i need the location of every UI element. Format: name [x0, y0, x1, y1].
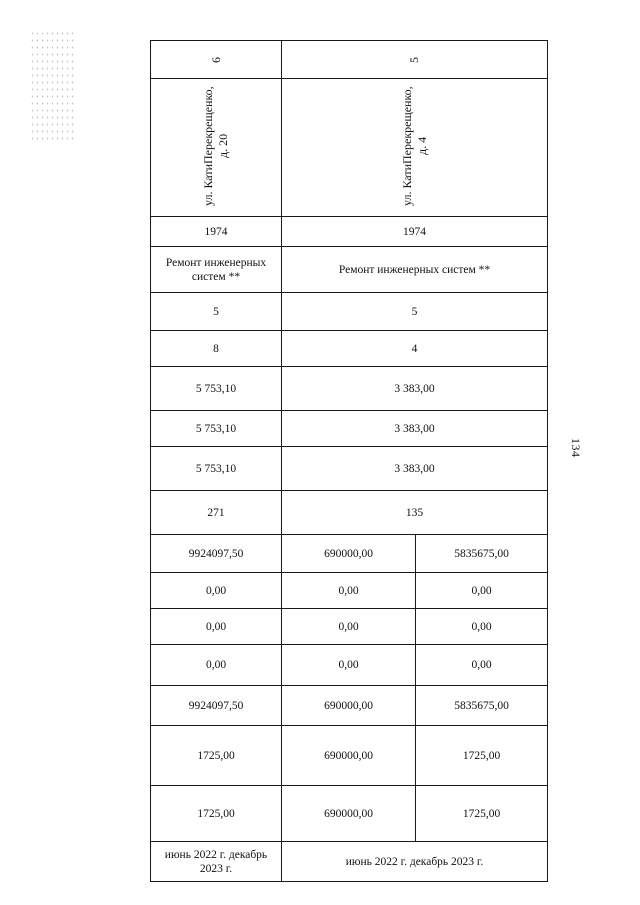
table-cell	[151, 491, 282, 535]
table-cell	[151, 786, 282, 842]
table-row	[151, 726, 548, 786]
table-row	[151, 367, 548, 411]
address-line: Перекрещенко, д. 4	[399, 85, 429, 164]
cell-value: 5 753,10	[195, 422, 237, 435]
cell-value: 1725,00	[197, 749, 235, 762]
cell-value: 0,00	[471, 620, 492, 633]
table-body	[151, 41, 548, 882]
table-cell	[282, 491, 548, 535]
cell-value: 690000,00	[324, 699, 373, 712]
table-cell	[151, 331, 282, 367]
table-cell	[282, 573, 416, 609]
cell-value: 0,00	[338, 584, 359, 597]
table-cell	[282, 645, 416, 686]
address-text	[201, 81, 231, 211]
cell-value: 8	[213, 342, 219, 355]
cell-value: 5835675,00	[454, 699, 509, 712]
cell-value: 5 753,10	[195, 382, 237, 395]
table-cell	[416, 609, 548, 645]
table-cell	[151, 535, 282, 573]
cell-value: 271	[207, 506, 225, 519]
cell-value: 135	[405, 506, 424, 519]
cell-value: 1725,00	[197, 807, 235, 820]
table-cell	[416, 573, 548, 609]
table-cell	[282, 293, 548, 331]
table-row	[151, 447, 548, 491]
table-cell	[282, 331, 548, 367]
column-number-cell	[151, 41, 282, 79]
table-cell	[151, 645, 282, 686]
cell-value: 1725,00	[462, 749, 501, 762]
cell-value: июнь 2022 г. декабрь 2023 г.	[345, 855, 484, 868]
cell-value: 0,00	[205, 584, 227, 597]
table-cell	[282, 367, 548, 411]
cell-value: 0,00	[338, 620, 359, 633]
table-cell	[416, 645, 548, 686]
table-cell	[282, 247, 548, 293]
table-row	[151, 79, 548, 217]
table-row	[151, 247, 548, 293]
address-line: ул. Кати	[201, 163, 215, 206]
table-row	[151, 842, 548, 882]
cell-value: 690000,00	[324, 749, 373, 762]
table-row	[151, 573, 548, 609]
table-cell	[151, 447, 282, 491]
table-cell	[282, 535, 416, 573]
cell-value: 3 383,00	[394, 382, 435, 395]
table-cell	[282, 609, 416, 645]
cell-value: 4	[411, 342, 418, 355]
cell-value: 0,00	[471, 659, 492, 671]
table-cell	[282, 842, 548, 882]
table-cell	[151, 293, 282, 331]
address-line: Перекрещенко, д. 20	[201, 85, 230, 164]
address-cell	[151, 79, 282, 217]
column-number: 5	[407, 56, 421, 63]
table-cell	[282, 217, 548, 247]
scan-artifact	[30, 30, 74, 142]
cell-value: Ремонт инженерных систем **	[165, 256, 267, 283]
table-row	[151, 491, 548, 535]
table-row	[151, 786, 548, 842]
cell-value: Ремонт инженерных систем **	[338, 263, 491, 276]
column-number: 6	[208, 56, 223, 63]
table-row	[151, 411, 548, 447]
cell-value: 5835675,00	[454, 547, 509, 560]
table-cell	[416, 535, 548, 573]
table-cell	[151, 367, 282, 411]
address-cell	[282, 79, 548, 217]
table-cell	[282, 726, 416, 786]
table-cell	[151, 726, 282, 786]
cell-value: 1725,00	[462, 807, 501, 820]
data-table	[150, 40, 548, 882]
cell-value: 1974	[204, 225, 228, 238]
table-cell	[416, 686, 548, 726]
table-cell	[416, 726, 548, 786]
cell-value: 0,00	[338, 659, 359, 671]
cell-value: 690000,00	[324, 807, 373, 820]
cell-value: 3 383,00	[394, 462, 435, 475]
table-row	[151, 535, 548, 573]
table-row	[151, 645, 548, 686]
table-row	[151, 217, 548, 247]
cell-value: 690000,00	[324, 547, 373, 560]
table-cell	[151, 842, 282, 882]
cell-value: 5 753,10	[195, 462, 237, 475]
address-line: ул. Кати	[399, 163, 414, 206]
table-cell	[416, 786, 548, 842]
column-number-cell	[282, 41, 548, 79]
cell-value: 5	[213, 305, 219, 318]
table-row	[151, 686, 548, 726]
table-row	[151, 331, 548, 367]
cell-value: 5	[411, 305, 418, 318]
table-cell	[151, 573, 282, 609]
table-cell	[151, 686, 282, 726]
table-row	[151, 41, 548, 79]
table-cell	[282, 411, 548, 447]
table-cell	[151, 247, 282, 293]
table-cell	[151, 411, 282, 447]
cell-value: 9924097,50	[188, 547, 244, 560]
table-row	[151, 609, 548, 645]
table-cell	[282, 786, 416, 842]
address-text	[400, 81, 430, 211]
cell-value: 3 383,00	[394, 422, 435, 435]
cell-value: 9924097,50	[188, 699, 244, 712]
cell-value: 0,00	[471, 584, 492, 597]
table-cell	[151, 217, 282, 247]
table-row	[151, 293, 548, 331]
table-cell	[282, 686, 416, 726]
table-cell	[151, 609, 282, 645]
cell-value: 0,00	[205, 659, 227, 671]
cell-value: июнь 2022 г. декабрь 2023 г.	[164, 848, 268, 875]
page-number: 134	[569, 438, 583, 458]
table-cell	[282, 447, 548, 491]
cell-value: 1974	[403, 225, 426, 238]
cell-value: 0,00	[205, 620, 227, 633]
